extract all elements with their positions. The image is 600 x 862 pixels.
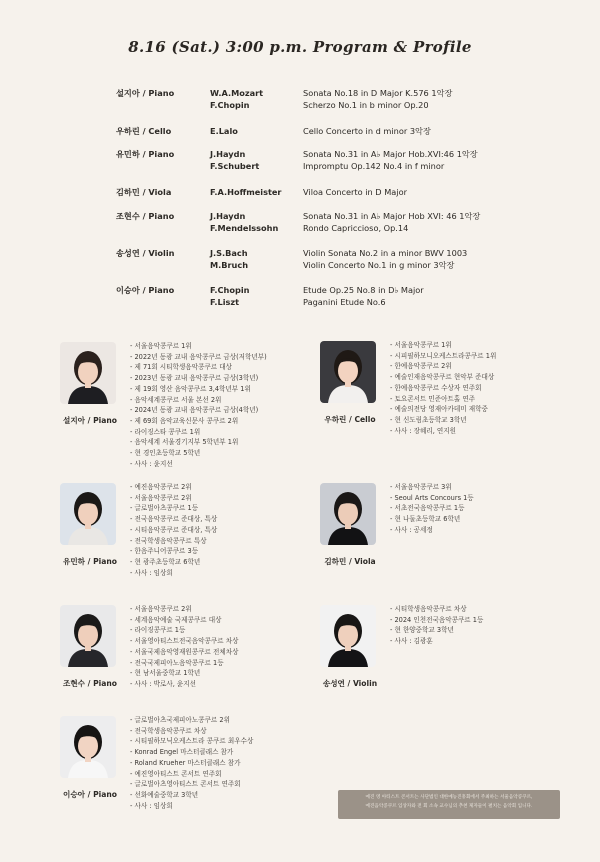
work-title: Rondo Capriccioso, Op.14	[303, 223, 409, 233]
portrait-neck	[85, 756, 91, 762]
portrait-face	[78, 623, 98, 647]
bullet-item: - 서울영아티스트전국음악콩쿠르 차상	[130, 637, 239, 646]
bullet-item: - 서울음악콩쿠르 2위	[130, 493, 192, 502]
bullet-item: - 서울음악콩쿠르 3위	[390, 483, 452, 491]
bullet-item: - 시피필하모니오케스트라콩쿠르 1위	[390, 351, 497, 360]
performer: 우하린 / Cello	[116, 126, 172, 136]
performer: 설지아 / Piano	[116, 88, 175, 98]
bullet-item: - 사사 : 윤지선	[130, 459, 173, 468]
work-title: Impromptu Op.142 No.4 in f minor	[303, 161, 445, 171]
bullet-item: - 시티필하모닉오케스트라 콩쿠르 최우수상	[130, 737, 254, 746]
profile-name: 이승아 / Piano	[63, 790, 117, 799]
bullet-item: - 2023년 동광 교내 음악콩쿠르 금상(3학년)	[130, 374, 259, 383]
composer: F.A.Hoffmeister	[210, 187, 282, 197]
works	[303, 125, 431, 137]
bullet-item: - 예술인재음악콩쿠르 현악부 준대상	[390, 373, 495, 382]
bullet-item: - 한예음악콩쿠르 2위	[390, 362, 452, 371]
bullet-item: - 전국음악콩쿠르 준대상, 특상	[130, 515, 218, 524]
bullet-item: - 시티학생음악콩쿠르 차상	[390, 605, 467, 613]
bullet-item: - 현 광주초등학교 6학년	[130, 557, 201, 566]
bullet-item: - 2024 인천전국음악콩쿠르 1등	[390, 615, 484, 624]
profile-card	[320, 483, 600, 623]
bullet-item: - 서울음악콩쿠르 1위	[390, 341, 452, 349]
footer-note-line: 예진 영 아티스트 콘서트는 사단법인 대한예능진흥회에서 주최하는 서울음악콩쿠르,	[365, 795, 533, 800]
portrait-neck	[345, 381, 351, 387]
portrait-photo	[60, 342, 116, 404]
bullet-item: - 음악세계 서울경기지부 5학년부 1위	[130, 438, 239, 447]
portrait-face	[78, 360, 98, 384]
bullet-item: - 서초전국음악콩쿠르 1등	[390, 504, 465, 513]
bullet-item: - 사사 : 김광훈	[390, 637, 433, 646]
bullet-item: - 사사 : 임상희	[130, 568, 173, 577]
composer: M.Bruch	[210, 260, 249, 270]
composers	[210, 87, 263, 111]
bullet-item: - 사사 : 공세정	[390, 525, 433, 534]
portrait-photo	[60, 716, 116, 778]
composer: J.Haydn	[210, 211, 246, 221]
bullet-item: - 한음주니어콩쿠르 3등	[130, 547, 199, 556]
works	[303, 284, 424, 308]
portrait-neck	[85, 523, 91, 529]
bullet-item: - 제 69회 음악교육신문사 콩쿠르 2위	[130, 416, 239, 425]
portrait-photo	[320, 341, 376, 403]
work-title: Viloa Concerto in D Major	[303, 187, 407, 197]
composer: F.Liszt	[210, 297, 240, 307]
bullet-item: - 예진영아티스트 콘서트 연주회	[130, 769, 222, 778]
works	[303, 210, 480, 234]
profile-photo	[320, 605, 376, 667]
profile-bullets	[390, 604, 483, 647]
composers	[210, 247, 248, 271]
work-title: Sonata No.18 in D Major K.576 1악장	[303, 88, 453, 98]
profile-name: 유민하 / Piano	[63, 557, 117, 566]
composers	[210, 284, 249, 308]
work-title: Violin Sonata No.2 in a minor BWV 1003	[303, 248, 468, 258]
profile-bullets	[390, 340, 496, 436]
profile-photo	[320, 483, 376, 545]
profile-bullets	[130, 715, 253, 811]
composer: W.A.Mozart	[210, 88, 264, 98]
bullet-item: - 라이징콩쿠르 1등	[130, 626, 186, 635]
bullet-item: - 제 71회 시티학생음악콩쿠르 대상	[130, 363, 232, 372]
works	[303, 87, 452, 111]
profile-name: 설지아 / Piano	[63, 416, 117, 425]
composers	[210, 148, 259, 172]
bullet-item: - Roland Krueher 마스터클래스 참가	[130, 758, 241, 767]
bullet-item: - 2022년 동광 교내 음악콩쿠르 금상(저학년부)	[130, 352, 267, 361]
portrait-neck	[85, 382, 91, 388]
footer-note	[338, 790, 560, 819]
composer: F.Chopin	[210, 285, 250, 295]
profile-photo	[60, 605, 116, 667]
bullet-item: - 현 남서울중학교 1학년	[130, 669, 201, 678]
bullet-item: - 글로벌아츠콩쿠르 1등	[130, 504, 199, 513]
bullet-item: - 음악세계콩쿠르 서울 본선 2위	[130, 395, 222, 404]
portrait-photo	[320, 483, 376, 545]
performer: 이승아 / Piano	[116, 285, 175, 295]
composer: E.Lalo	[210, 126, 238, 136]
bullet-item: - 사사 : 임상희	[130, 801, 173, 810]
portrait-photo	[60, 483, 116, 545]
bullet-item: - 라이징스타 콩쿠르 1위	[130, 427, 201, 436]
bullet-item: - 글로벌아츠국제피아노콩쿠르 2위	[130, 716, 230, 724]
profile-photo	[60, 716, 116, 778]
work-title: Cello Concerto in d minor 3악장	[303, 126, 431, 136]
works	[303, 247, 467, 271]
bullet-item: - 시티음악콩쿠르 준대상, 특상	[130, 525, 218, 534]
bullet-item: - 세계음악예술 국제콩쿠르 대상	[130, 615, 222, 624]
portrait-face	[338, 623, 358, 647]
portrait-photo	[60, 605, 116, 667]
performer: 김하민 / Viola	[116, 187, 172, 197]
work-title: Sonata No.31 in A♭ Major Hob.XVI:46 1악장	[303, 149, 478, 159]
portrait-face	[338, 501, 358, 525]
composer: F.Schubert	[210, 161, 260, 171]
bullet-item: - 현 나둘초등학교 6학년	[390, 515, 461, 524]
bullet-item: - 선화예술중학교 3학년	[130, 790, 199, 799]
profile-bullets	[390, 482, 474, 536]
bullet-item: - 현 신도림초등학교 3학년	[390, 415, 467, 424]
composers	[210, 186, 281, 198]
profile-name: 김하민 / Viola	[324, 557, 376, 566]
portrait-face	[338, 359, 358, 383]
bullet-item: - 한예음악콩쿠르 수상자 연주회	[390, 383, 482, 392]
bullet-item: - 제 19회 영산 음악콩쿠르 3,4학년부 1위	[130, 384, 251, 393]
profile-card	[60, 716, 350, 856]
portrait-neck	[345, 523, 351, 529]
work-title: Etude Op.25 No.8 in D♭ Major	[303, 285, 424, 295]
composer: F.Chopin	[210, 100, 250, 110]
bullet-item: - 글로벌아츠영아티스트 콘서트 연주회	[130, 780, 241, 789]
footer-note-line: 예진음악콩쿠르 입상자와 전 회 소속 교수님의 추천 제자들이 펼치는 음악회 입니다.	[365, 804, 533, 809]
composer: F.Mendelssohn	[210, 223, 279, 233]
profile-card	[60, 342, 350, 482]
profile-bullets	[130, 604, 238, 690]
bullet-item: - 전국국제피아노음악콩쿠르 1등	[130, 658, 224, 667]
work-title: Scherzo No.1 in b minor Op.20	[303, 100, 429, 110]
bullet-item: - 예진음악콩쿠르 2위	[130, 483, 192, 491]
bullet-item: - 전국학생음악콩쿠르 특상	[130, 536, 207, 545]
bullet-item: - 토요콘서트 민준아트홀 연주	[390, 394, 476, 403]
bullet-item: - Konrad Engel 마스터클래스 참가	[130, 748, 234, 757]
performer: 유민하 / Piano	[116, 149, 175, 159]
profile-bullets	[130, 341, 267, 469]
composers	[210, 125, 238, 137]
profile-card	[60, 483, 350, 623]
bullet-item: - Seoul Arts Concours 1등	[390, 493, 474, 502]
bullet-item: - 2024년 동광 교내 음악콩쿠르 금상(4학년)	[130, 406, 259, 415]
page-title: 8.16 (Sat.) 3:00 p.m. Program & Profile	[128, 38, 472, 56]
bullet-item: - 현 경인초등학교 5학년	[130, 449, 201, 458]
bullet-item: - 전국학생음악콩쿠르 차상	[130, 726, 207, 735]
work-title: Paganini Etude No.6	[303, 297, 386, 307]
bullet-item: - 예술의전당 영재아카데미 재학중	[390, 405, 488, 414]
profile-card	[320, 605, 600, 745]
bullet-item: - 사사 : 장혜리, 연지원	[390, 426, 457, 435]
bullet-item: - 서울음악콩쿠르 1위	[130, 342, 192, 350]
profile-photo	[60, 483, 116, 545]
composer: J.Haydn	[210, 149, 246, 159]
portrait-face	[78, 501, 98, 525]
profile-name: 송성연 / Violin	[322, 679, 378, 688]
composers	[210, 210, 278, 234]
portrait-photo	[320, 605, 376, 667]
portrait-neck	[85, 645, 91, 651]
work-title: Sonata No.31 in A♭ Major Hob XVI: 46 1악장	[303, 211, 481, 221]
portrait-face	[78, 734, 98, 758]
performer: 조현수 / Piano	[116, 211, 175, 221]
bullet-item: - 서울음악콩쿠르 2위	[130, 605, 192, 613]
performer: 송성연 / Violin	[116, 248, 175, 258]
bullet-item: - 사사 : 박로사, 윤지선	[130, 679, 197, 688]
work-title: Violin Concerto No.1 in g minor 3악장	[303, 260, 455, 270]
works	[303, 186, 407, 198]
portrait-neck	[345, 645, 351, 651]
composer: J.S.Bach	[210, 248, 248, 258]
bullet-item: - 현 한양중학교 3학년	[390, 626, 454, 635]
profile-photo	[320, 341, 376, 403]
profile-name: 조현수 / Piano	[63, 679, 117, 688]
profile-card	[320, 341, 600, 481]
profile-photo	[60, 342, 116, 404]
profile-name: 우하린 / Cello	[324, 415, 376, 424]
bullet-item: - 서울국제음악영재원콩쿠르 전체차상	[130, 647, 239, 656]
works	[303, 148, 478, 172]
profile-bullets	[130, 482, 217, 578]
